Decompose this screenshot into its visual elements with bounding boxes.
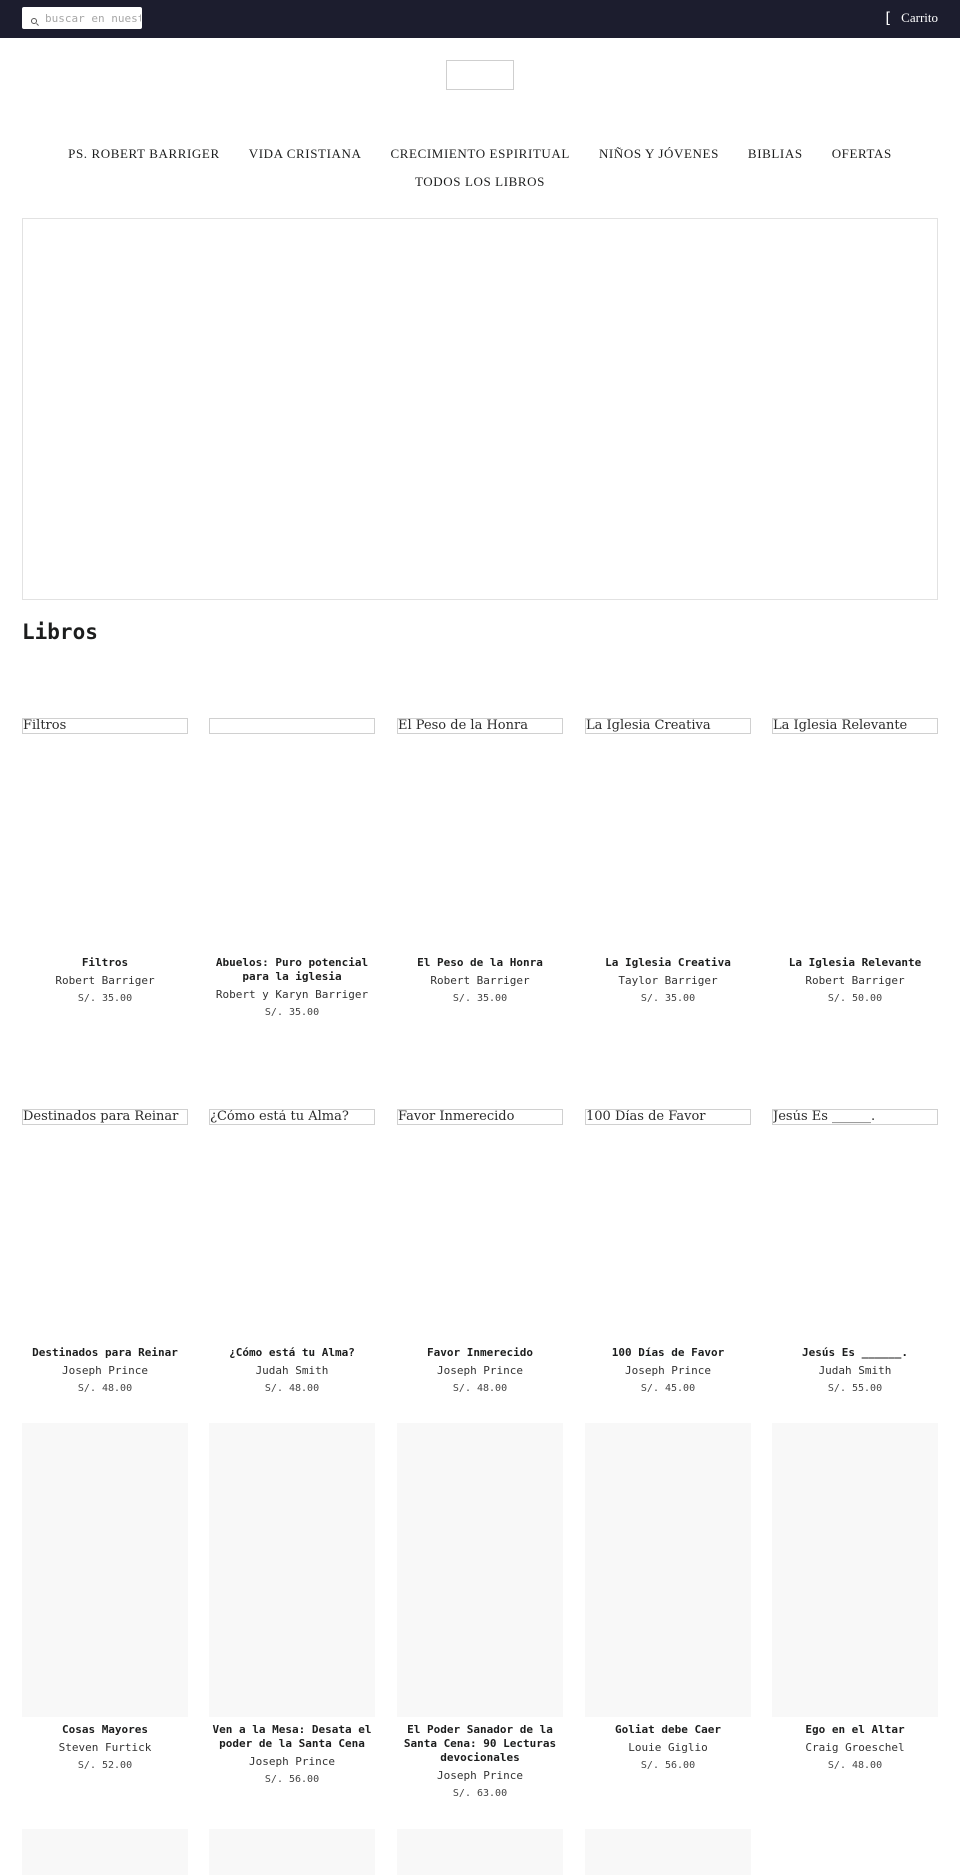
product-info	[209, 1346, 375, 1395]
product-price: S/. 63.00	[452, 1788, 508, 1799]
product-title[interactable]: Ego en el Altar	[805, 1723, 905, 1736]
product-info	[22, 1346, 188, 1395]
top-bar	[0, 0, 960, 38]
product-info	[585, 1346, 751, 1395]
product-price: S/. 48.00	[827, 1760, 883, 1771]
product-image[interactable]	[209, 1829, 375, 1875]
product-author: Joseph Prince	[624, 1364, 712, 1377]
product-image[interactable]	[397, 1423, 563, 1717]
product-image[interactable]: El Peso de la Honra	[397, 718, 563, 734]
product-author: Joseph Prince	[436, 1364, 524, 1377]
product-image[interactable]: Jesús Es ______.	[772, 1109, 938, 1125]
cart-link[interactable]	[885, 10, 938, 26]
product-info	[772, 1346, 938, 1395]
product-info	[397, 1346, 563, 1395]
product-info	[397, 1723, 563, 1800]
product-title[interactable]: El Poder Sanador de la Santa Cena: 90 Lecturas devocionales	[403, 1723, 557, 1764]
product-price: S/. 48.00	[77, 1383, 133, 1394]
product-title[interactable]: Destinados para Reinar	[32, 1346, 178, 1359]
nav-item-todos-los-libros[interactable]: TODOS LOS LIBROS	[415, 174, 545, 189]
product-info	[397, 956, 563, 1005]
product-info	[22, 1723, 188, 1772]
product-info	[585, 1723, 751, 1772]
product-image[interactable]: La Iglesia Creativa	[585, 718, 751, 734]
product-image[interactable]: Favor Inmerecido	[397, 1109, 563, 1125]
nav-row-primary	[0, 146, 960, 162]
product-info	[585, 956, 751, 1005]
product-author: Joseph Prince	[61, 1364, 149, 1377]
product-card[interactable]	[22, 1423, 188, 1771]
nav-item-ninos-y-jovenes[interactable]: NIÑOS Y JÓVENES	[598, 146, 719, 161]
hero-banner[interactable]	[22, 218, 938, 600]
product-info	[772, 1723, 938, 1772]
product-card[interactable]	[772, 1423, 938, 1771]
product-card[interactable]	[397, 1423, 563, 1799]
product-author: Joseph Prince	[436, 1769, 524, 1782]
product-image[interactable]	[22, 1829, 188, 1875]
product-card[interactable]	[209, 1829, 375, 1875]
product-author: Robert Barriger	[805, 974, 905, 987]
product-title[interactable]: Filtros	[81, 956, 129, 969]
product-price: S/. 45.00	[640, 1383, 696, 1394]
product-author: Judah Smith	[818, 1364, 892, 1377]
product-price: S/. 35.00	[640, 993, 696, 1004]
product-card[interactable]	[209, 718, 375, 1018]
product-image[interactable]	[585, 1423, 751, 1717]
product-image[interactable]	[397, 1829, 563, 1875]
search-icon	[31, 18, 37, 24]
product-image[interactable]: Destinados para Reinar	[22, 1109, 188, 1125]
product-image[interactable]	[22, 1423, 188, 1717]
product-title[interactable]: La Iglesia Creativa	[605, 956, 731, 969]
product-author: Robert Barriger	[55, 974, 155, 987]
product-author: Louie Giglio	[628, 1741, 708, 1754]
store-logo[interactable]	[446, 60, 514, 90]
product-card[interactable]	[772, 1109, 938, 1394]
product-price: S/. 35.00	[264, 1007, 320, 1018]
product-image[interactable]: Filtros	[22, 718, 188, 734]
product-title[interactable]: Favor Inmerecido	[427, 1346, 533, 1359]
product-title[interactable]: Cosas Mayores	[61, 1723, 149, 1736]
product-price: S/. 35.00	[77, 993, 133, 1004]
product-image[interactable]	[209, 718, 375, 734]
product-price: S/. 56.00	[264, 1774, 320, 1785]
cart-icon: [	[885, 8, 892, 27]
product-author: Robert Barriger	[430, 974, 530, 987]
product-title[interactable]: Jesús Es ______.	[802, 1346, 908, 1359]
product-author: Steven Furtick	[58, 1741, 152, 1754]
product-info	[209, 956, 375, 1019]
product-card[interactable]	[585, 1109, 751, 1394]
product-title[interactable]: Abuelos: Puro potencial para la iglesia	[215, 956, 369, 983]
product-image[interactable]: La Iglesia Relevante	[772, 718, 938, 734]
product-image[interactable]	[585, 1829, 751, 1875]
product-price: S/. 50.00	[827, 993, 883, 1004]
nav-item-crecimiento-espiritual[interactable]: CRECIMIENTO ESPIRITUAL	[390, 146, 570, 161]
product-card[interactable]	[209, 1423, 375, 1785]
product-card[interactable]	[22, 1829, 188, 1875]
product-price: S/. 48.00	[264, 1383, 320, 1394]
product-author: Taylor Barriger	[618, 974, 718, 987]
product-card[interactable]	[585, 1829, 751, 1875]
product-title[interactable]: Ven a la Mesa: Desata el poder de la Santa Cena	[212, 1723, 372, 1750]
product-info	[22, 956, 188, 1005]
main-navigation	[0, 146, 960, 190]
product-info	[209, 1723, 375, 1786]
product-title[interactable]: ¿Cómo está tu Alma?	[229, 1346, 355, 1359]
product-title[interactable]: 100 Días de Favor	[611, 1346, 725, 1359]
product-card[interactable]	[772, 718, 938, 1004]
product-author: Craig Groeschel	[805, 1741, 905, 1754]
product-image[interactable]	[772, 1423, 938, 1717]
product-card[interactable]	[209, 1109, 375, 1394]
nav-item-ofertas[interactable]: OFERTAS	[831, 146, 892, 161]
product-author: Joseph Prince	[248, 1755, 336, 1768]
product-title[interactable]: Goliat debe Caer	[615, 1723, 721, 1736]
search-box[interactable]	[22, 7, 142, 29]
search-input[interactable]	[45, 10, 141, 26]
product-author: Judah Smith	[255, 1364, 329, 1377]
product-card[interactable]	[397, 718, 563, 1004]
product-card[interactable]	[585, 718, 751, 1004]
product-price: S/. 35.00	[452, 993, 508, 1004]
product-image[interactable]	[209, 1423, 375, 1717]
product-price: S/. 48.00	[452, 1383, 508, 1394]
product-image[interactable]: ¿Cómo está tu Alma?	[209, 1109, 375, 1125]
product-title[interactable]: El Peso de la Honra	[417, 956, 543, 969]
product-price: S/. 52.00	[77, 1760, 133, 1771]
nav-item-robert-barriger[interactable]: PS. ROBERT BARRIGER	[68, 146, 220, 161]
product-price: S/. 56.00	[640, 1760, 696, 1771]
product-title[interactable]: La Iglesia Relevante	[788, 956, 922, 969]
product-image[interactable]: 100 Días de Favor	[585, 1109, 751, 1125]
product-card[interactable]	[22, 1109, 188, 1394]
nav-row-secondary	[0, 174, 960, 190]
nav-item-biblias[interactable]: BIBLIAS	[747, 146, 803, 161]
cart-label: Carrito	[901, 10, 938, 25]
product-card[interactable]	[22, 718, 188, 1004]
product-info	[772, 956, 938, 1005]
product-author: Robert y Karyn Barriger	[215, 988, 369, 1001]
product-card[interactable]	[397, 1109, 563, 1394]
product-card[interactable]	[585, 1423, 751, 1771]
product-card[interactable]	[397, 1829, 563, 1875]
nav-item-vida-cristiana[interactable]: VIDA CRISTIANA	[248, 146, 362, 161]
product-price: S/. 55.00	[827, 1383, 883, 1394]
section-title: Libros	[22, 620, 98, 644]
